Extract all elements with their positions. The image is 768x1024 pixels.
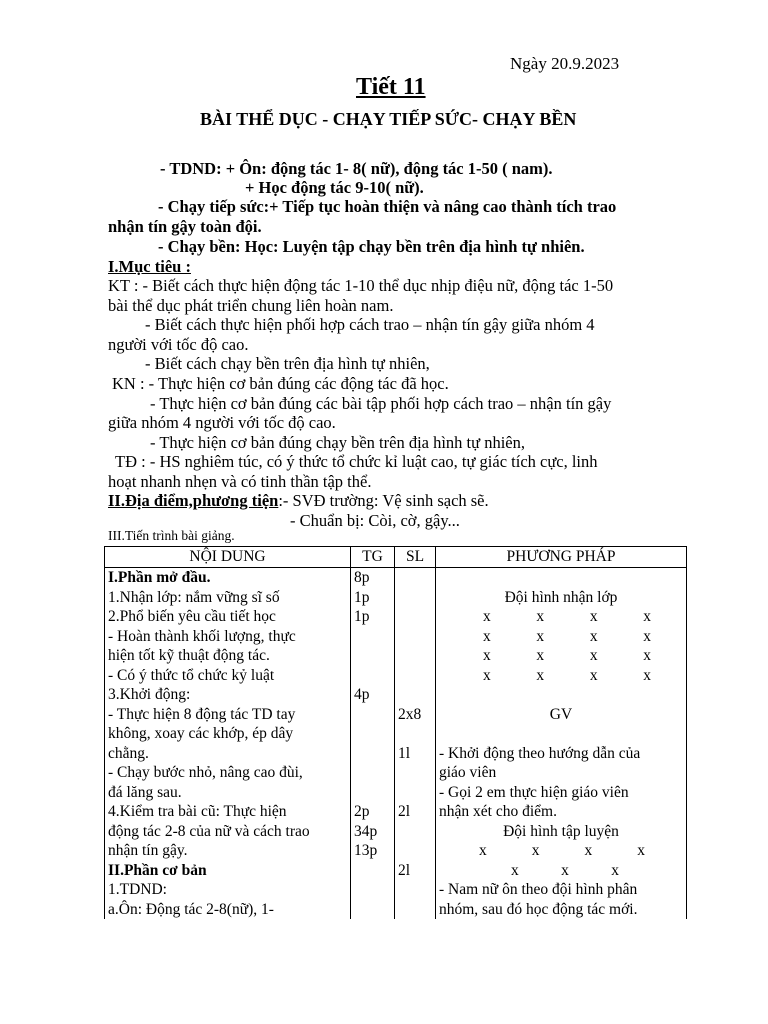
student-mark: x [589, 608, 598, 625]
time-cell: 1p [354, 608, 370, 625]
quantity-cell [398, 783, 432, 803]
time-cell [354, 900, 391, 920]
quantity-cell [398, 900, 432, 920]
time-cell [354, 880, 391, 900]
quantity-cell [398, 822, 432, 842]
lesson-title: BÀI THỂ DỤC - CHẠY TIẾP SỨC- CHẠY BỀN [200, 109, 577, 129]
time-cell: 13p [354, 842, 378, 859]
time-cell: 8p [354, 569, 370, 586]
header-method: PHƯƠNG PHÁP [436, 547, 687, 568]
time-cell [354, 646, 391, 666]
lesson-date: Ngày 20.9.2023 [510, 54, 620, 73]
student-mark: x [584, 842, 593, 859]
content-line: nhận tín gậy. [108, 842, 188, 859]
formation-row [439, 607, 683, 627]
quantity-cell [398, 568, 432, 588]
content-line: a.Ôn: Động tác 2-8(nữ), 1- [108, 900, 274, 918]
time-cell [354, 724, 391, 744]
teacher-label: GV [549, 705, 573, 723]
student-mark: x [536, 647, 545, 664]
lesson-number: Tiết 11 [356, 74, 426, 100]
preparation-line: - Chuẩn bị: Còi, cờ, gậy... [290, 511, 460, 530]
student-mark: x [483, 608, 491, 625]
student-mark: x [643, 627, 651, 645]
objective-line: - Thực hiện cơ bản đúng các bài tập phối hợp cách trao – nhận tín gậy [150, 394, 612, 413]
student-mark: x [643, 666, 651, 684]
objective-line: người với tốc độ cao. [108, 335, 249, 354]
content-line: + Học động tác 9-10( nữ). [245, 178, 424, 197]
method-line: - Gọi 2 em thực hiện giáo viên [439, 783, 629, 801]
quantity-cell: 1l [398, 744, 411, 762]
student-mark: x [643, 647, 651, 664]
student-mark: x [483, 647, 491, 664]
objective-line: hoạt nhanh nhẹn và có tinh thần tập thể. [108, 472, 372, 491]
student-mark: x [536, 627, 545, 645]
lesson-plan-table [104, 546, 687, 919]
method-line: nhận xét cho điểm. [439, 803, 557, 820]
quantity-cell: 2l [398, 861, 411, 879]
objective-line: - Biết cách thực hiện phối hợp cách trao – nhận tín gậy giữa nhóm 4 [145, 315, 595, 334]
location-line [108, 491, 489, 511]
student-mark: x [483, 627, 491, 645]
student-mark: x [589, 647, 598, 664]
time-cell [354, 705, 391, 725]
objective-line: TĐ : - HS nghiêm túc, có ý thức tổ chức kỉ luật cao, tự giác tích cực, linh [115, 452, 598, 471]
quantity-cell [398, 607, 432, 627]
student-mark: x [511, 861, 519, 879]
formation-row [439, 627, 683, 647]
header-content: NỘI DUNG [105, 547, 351, 568]
quantity-cell [398, 646, 432, 666]
method-line: - Nam nữ ôn theo đội hình phân [439, 881, 638, 898]
method-column [436, 568, 687, 920]
content-line: 4.Kiểm tra bài cũ: Thực hiện [108, 803, 287, 820]
location-text: :- SVĐ trường: Vệ sinh sạch sẽ. [278, 491, 489, 510]
content-line: I.Phần mở đầu. [108, 569, 211, 586]
time-cell [354, 763, 391, 783]
location-heading: II.Địa điểm,phương tiện [108, 491, 279, 510]
objective-line: bài thể dục phát triển chung liên hoàn nam. [108, 296, 394, 315]
student-mark: x [536, 608, 545, 625]
quantity-cell [398, 763, 432, 783]
student-mark: x [589, 627, 598, 645]
content-line: không, xoay các khớp, ép dây [108, 725, 294, 742]
time-cell [354, 783, 391, 803]
student-mark: x [561, 861, 569, 879]
content-line: đá lăng sau. [108, 783, 182, 801]
content-line: - Chạy bước nhỏ, nâng cao đùi, [108, 764, 303, 781]
header-time: TG [351, 547, 395, 568]
practice-row [439, 841, 683, 861]
quantity-cell [398, 841, 432, 861]
content-line: 1.Nhận lớp: nắm vững sĩ số [108, 588, 280, 606]
student-mark: x [643, 608, 651, 625]
table-header-row [105, 547, 687, 568]
method-line: nhóm, sau đó học động tác mới. [439, 900, 638, 918]
content-line: chằng. [108, 744, 149, 762]
objective-line: KT : - Biết cách thực hiện động tác 1-10 thể dục nhịp điệu nữ, động tác 1-50 [108, 276, 614, 295]
content-line: - TDND: + Ôn: động tác 1- 8( nữ), động tác 1-50 ( nam). [160, 159, 553, 178]
content-line: II.Phần cơ bản [108, 861, 207, 879]
time-cell: 4p [354, 686, 370, 703]
time-column [351, 568, 395, 920]
student-mark: x [637, 842, 645, 859]
content-column [105, 568, 351, 920]
quantity-cell [398, 588, 432, 608]
quantity-cell [398, 724, 432, 744]
table-row [105, 568, 687, 920]
objectives-heading: I.Mục tiêu : [108, 257, 191, 276]
time-cell: 1p [354, 588, 370, 606]
time-cell: 34p [354, 822, 378, 840]
student-mark: x [531, 842, 540, 859]
content-line: 1.TDND: [108, 881, 167, 898]
quantity-cell: 2l [398, 803, 411, 820]
content-line: 3.Khởi động: [108, 686, 191, 703]
content-line: động tác 2-8 của nữ và cách trao [108, 822, 310, 840]
student-mark: x [589, 666, 598, 684]
practice-title: Đội hình tập luyện [503, 822, 619, 840]
content-line: nhận tín gậy toàn đội. [108, 217, 262, 236]
header-quantity: SL [395, 547, 436, 568]
quantity-column [395, 568, 436, 920]
objective-line: giữa nhóm 4 người với tốc độ cao. [108, 413, 336, 432]
content-line: - Hoàn thành khối lượng, thực [108, 627, 296, 645]
content-line: - Thực hiện 8 động tác TD tay [108, 705, 296, 723]
content-line: hiện tốt kỹ thuật động tác. [108, 647, 270, 664]
method-line: giáo viên [439, 764, 497, 781]
time-cell [354, 666, 391, 686]
time-cell [354, 861, 391, 881]
time-cell: 2p [354, 803, 370, 820]
time-cell [354, 627, 391, 647]
formation-title: Đội hình nhận lớp [504, 588, 618, 606]
student-mark: x [483, 666, 491, 684]
content-line: - Chạy tiếp sức:+ Tiếp tục hoàn thiện và nâng cao thành tích trao [158, 197, 617, 216]
method-line: - Khởi động theo hướng dẫn của [439, 744, 641, 762]
quantity-cell: 2x8 [398, 705, 422, 723]
quantity-cell [398, 627, 432, 647]
content-line: 2.Phổ biến yêu cầu tiết học [108, 608, 276, 625]
practice-row [439, 861, 683, 881]
objective-line: KN : - Thực hiện cơ bản đúng các động tác đã học. [112, 374, 449, 393]
student-mark: x [479, 842, 487, 859]
process-heading: III.Tiến trình bài giảng. [108, 528, 235, 543]
objective-line: - Thực hiện cơ bản đúng chạy bền trên địa hình tự nhiên, [150, 433, 525, 452]
content-line: - Có ý thức tổ chức kỷ luật [108, 666, 275, 684]
quantity-cell [398, 685, 432, 705]
student-mark: x [611, 861, 619, 879]
quantity-cell [398, 666, 432, 686]
objective-line: - Biết cách chạy bền trên địa hình tự nhiên, [145, 354, 430, 373]
quantity-cell [398, 880, 432, 900]
student-mark: x [536, 666, 545, 684]
formation-row [439, 666, 683, 686]
time-cell [354, 744, 391, 764]
formation-row [439, 646, 683, 666]
content-line: - Chạy bền: Học: Luyện tập chạy bền trên địa hình tự nhiên. [158, 237, 585, 256]
